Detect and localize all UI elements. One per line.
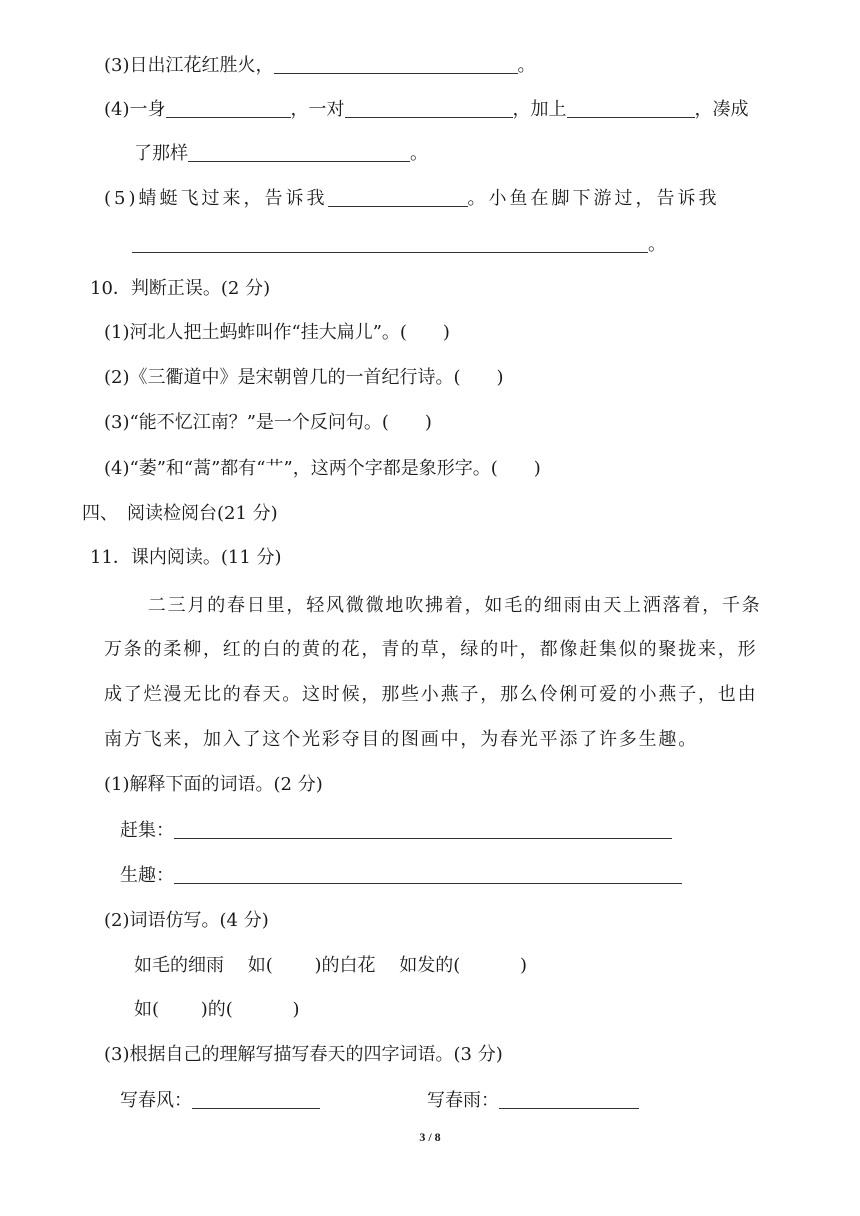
section-4-title: 四、 阅读检阅台(21 分) xyxy=(82,503,278,524)
term-label: 赶集： xyxy=(120,820,174,841)
answer-blank[interactable] xyxy=(567,99,695,118)
q10-item-1: (1)河北人把土蚂蚱叫作“挂大扁儿”。( ) xyxy=(104,322,450,343)
term-label: 生趣： xyxy=(120,865,174,886)
punctuation: 。 xyxy=(517,55,536,76)
q11-sub1-term1 xyxy=(120,820,672,842)
q10-item-2: (2)《三衢道中》是宋朝曾几的一首纪行诗。( ) xyxy=(104,367,504,388)
q11-sub3-wind xyxy=(120,1090,320,1112)
q11-sub1-title: (1)解释下面的词语。(2 分) xyxy=(104,774,323,795)
q9-item5-line1 xyxy=(104,188,720,210)
q9-item4-text: ，加上 xyxy=(512,99,567,120)
q9-item3-lead: (3)日出江花红胜火， xyxy=(104,55,274,76)
q9-item4-line2 xyxy=(134,143,428,165)
q9-item4-text: ，一对 xyxy=(290,99,345,120)
q11-sub3-title: (3)根据自己的理解写描写春天的四字词语。(3 分) xyxy=(104,1044,503,1065)
answer-blank[interactable] xyxy=(274,55,518,74)
punctuation: 。 xyxy=(410,143,428,164)
passage-line-2: 万条的柔柳，红的白的黄的花，青的草，绿的叶，都像赶集似的聚拢来，形 xyxy=(104,639,758,660)
q11-sub2-line1: 如毛的细雨 如( )的白花 如发的( ) xyxy=(134,955,527,976)
answer-blank[interactable] xyxy=(166,99,291,118)
q11-title: 11．课内阅读。(11 分) xyxy=(90,547,282,568)
page-indicator: 3 / 8 xyxy=(419,1130,441,1144)
q9-item5-line2 xyxy=(132,234,666,256)
term-label: 写春雨： xyxy=(427,1090,499,1111)
answer-blank[interactable] xyxy=(174,820,672,839)
q9-item5-text: (5)蜻蜓飞过来，告诉我 xyxy=(104,188,328,209)
q9-item4-text: 了那样 xyxy=(134,143,188,164)
q10-item-4: (4)“萎”和“蒿”都有“艹”，这两个字都是象形字。( ) xyxy=(104,458,541,479)
q9-item5-text: 。小鱼在脚下游过，告诉我 xyxy=(467,188,720,209)
q10-item-3: (3)“能不忆江南？”是一个反问句。( ) xyxy=(104,412,432,433)
q9-item4-text: ，凑成 xyxy=(694,99,749,120)
answer-blank[interactable] xyxy=(499,1090,639,1109)
q9-item4-line1 xyxy=(104,99,749,121)
term-label: 写春风： xyxy=(120,1090,192,1111)
q10-title: 10．判断正误。(2 分) xyxy=(90,278,271,299)
q11-sub1-term2 xyxy=(120,865,682,887)
q11-sub2-line2: 如( )的( ) xyxy=(134,999,300,1020)
answer-blank[interactable] xyxy=(188,143,410,162)
answer-blank[interactable] xyxy=(345,99,513,118)
answer-blank[interactable] xyxy=(174,865,682,884)
answer-blank[interactable] xyxy=(328,188,468,207)
passage-line-3: 成了烂漫无比的春天。这时候，那些小燕子，那么伶俐可爱的小燕子，也由 xyxy=(104,684,758,705)
punctuation: 。 xyxy=(648,234,666,255)
passage-line-1: 二三月的春日里，轻风微微地吹拂着，如毛的细雨由天上洒落着，千条 xyxy=(128,595,762,616)
answer-blank[interactable] xyxy=(132,234,648,253)
q9-item3 xyxy=(104,55,536,77)
answer-blank[interactable] xyxy=(192,1090,320,1109)
q11-sub2-title: (2)词语仿写。(4 分) xyxy=(104,910,269,931)
q9-item4-text: (4)一身 xyxy=(104,99,166,120)
passage-line-4: 南方飞来，加入了这个光彩夺目的图画中，为春光平添了许多生趣。 xyxy=(104,729,698,750)
q11-sub3-rain xyxy=(427,1090,639,1112)
